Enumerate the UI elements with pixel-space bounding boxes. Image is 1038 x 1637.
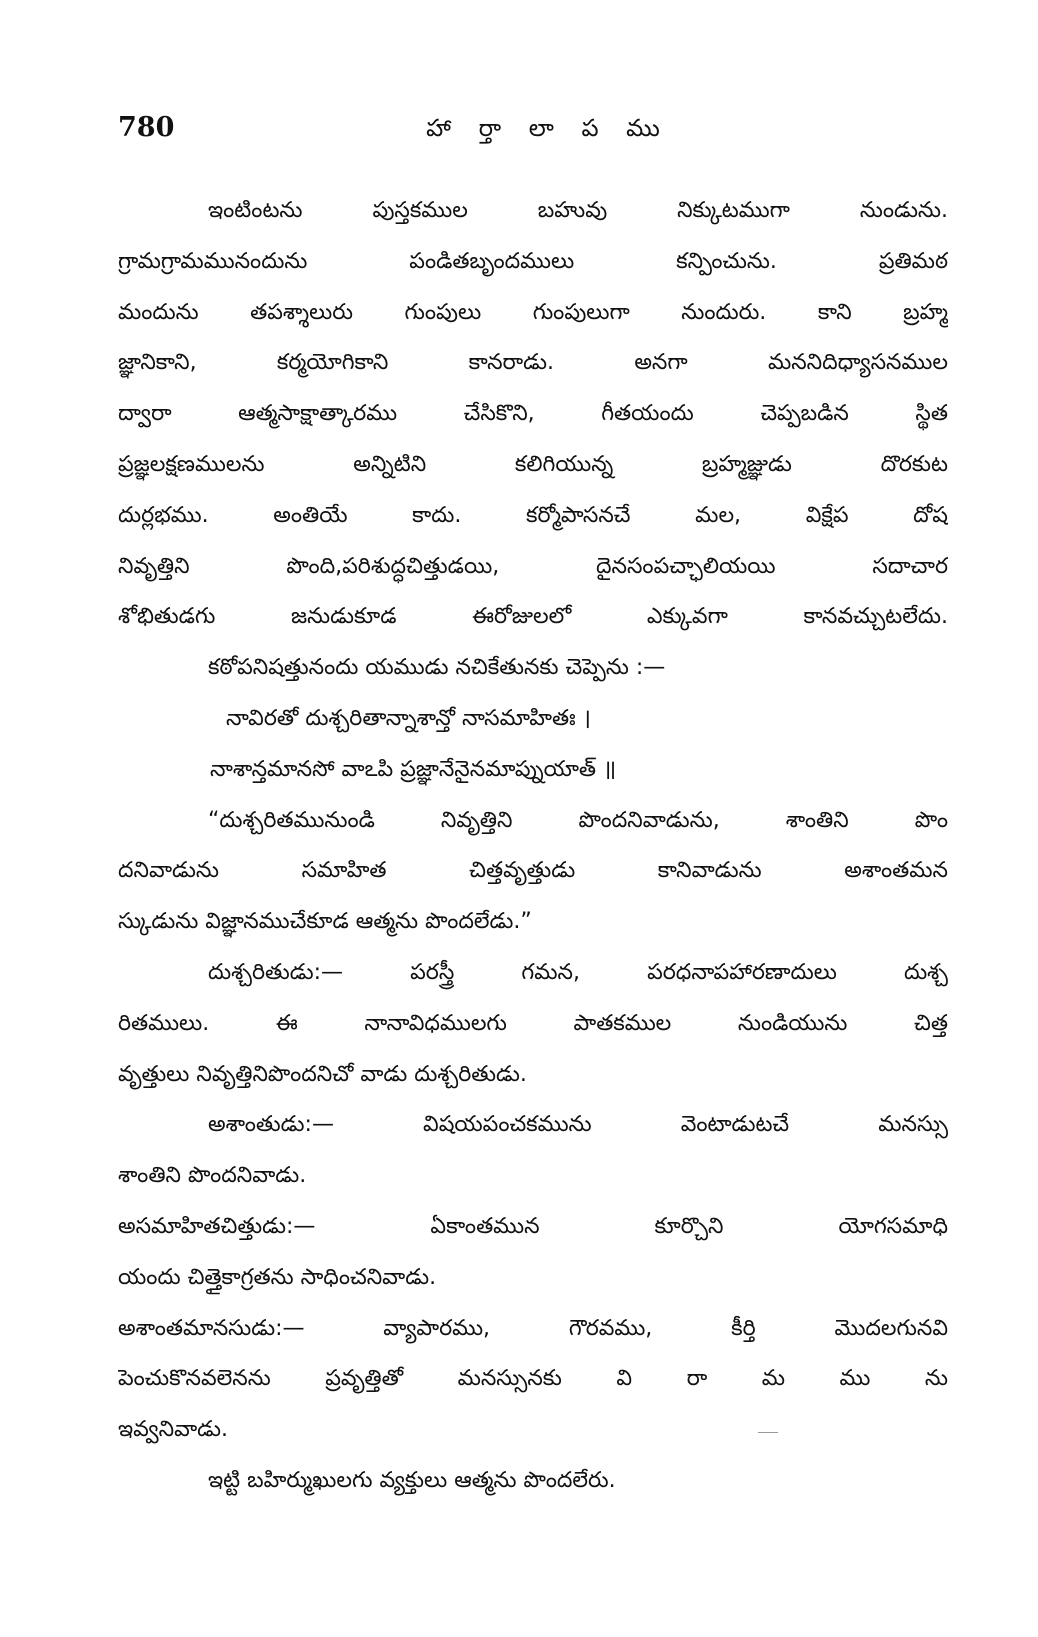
text-line: జ్ఞానికాని, కర్మయోగికాని కానరాడు. అనగా మననిదిధ్యాసనముల [118, 350, 948, 376]
running-title: హా ర్తా లా ప ము [426, 114, 670, 142]
text-line: ఇంటింటను పుస్తకముల బహువు నిక్కుటముగా నుండును. [208, 198, 948, 223]
text-line: యందు చిత్తైకాగ్రతను సాధించనివాడు. [118, 1264, 437, 1290]
body-text [118, 186, 948, 1507]
text-line: అశాంతుడు:— విషయపంచకమును వెంటాడుటచే మనస్సు [208, 1112, 948, 1138]
text-line: “దుశ్చరితమునుండి నివృత్తిని పొందనివాడును, శాంతిని పొం [208, 807, 948, 833]
text-line: గ్రామగ్రామమునందును పండితబృందములు కన్పించును. ప్రతిమఠ [118, 248, 948, 274]
text-line: శోభితుడగు జనుడుకూడ ఈరోజులలో ఎక్కువగా కానవచ్చుటలేదు. [118, 604, 948, 630]
text-line: ద్వారా ఆత్మసాక్షాత్కారము చేసికొని, గీతయందు చెప్పబడిన స్థిత [118, 401, 948, 427]
text-line: దుశ్చరితుడు:— పరస్త్రీ గమన, పరధనాపహారణాదులు దుశ్చ [208, 959, 948, 985]
text-line: అశాంతమానసుడు:— వ్యాపారము, గౌరవము, కీర్తి మొదలగునవి [118, 1315, 948, 1341]
text-line: ఇట్టి బహిర్ముఖులగు వ్యక్తులు ఆత్మను పొందలేరు. [208, 1467, 616, 1493]
text-line: కఠోపనిషత్తునందు యముడు నచికేతునకు చెప్పెను :— [208, 655, 666, 681]
text-line: ఇవ్వనివాడు. [118, 1417, 229, 1443]
text-line: పెంచుకొనవలెనను ప్రవృత్తితో మనస్సునకు వి రా మ ము ను [118, 1366, 948, 1392]
text-line: దుర్లభము. అంతియే కాదు. కర్మోపాసనచే మల, విక్షేప దోష [118, 502, 948, 528]
text-line: శాంతిని పొందనివాడు. [118, 1163, 307, 1189]
text-line: దనివాడును సమాహిత చిత్తవృత్తుడు కానివాడును అశాంతమన [118, 858, 948, 884]
verse-line: నాశాన్తమానసో వాఽపి ప్రజ్ఞానేనైనమాప్నుయాత్ ॥ [210, 756, 617, 782]
text-line: వృత్తులు నివృత్తినిపొందనిచో వాడు దుశ్చరితుడు. [118, 1061, 527, 1087]
page-header [118, 112, 938, 152]
verse-line: నావిరతో దుశ్చరితాన్నాశాన్తో నాసమాహితః । [226, 705, 591, 731]
text-line: స్కుడును విజ్ఞానముచేకూడ ఆత్మను పొందలేడు.” [118, 909, 532, 935]
text-line: మందును తపశ్శాలురు గుంపులు గుంపులుగా నుందురు. కాని బ్రహ్మ [118, 299, 948, 325]
text-line: నివృత్తిని పొంది,పరిశుద్ధచిత్తుడయి, దైనసంపచ్ఛాలియయి సదాచార [118, 553, 948, 579]
page-number: 780 [118, 112, 175, 143]
text-line: ప్రజ్ఞలక్షణములను అన్నిటిని కలిగియున్న బ్రహ్మజ్ఞుడు దొరకుట [118, 451, 948, 477]
text-line: అసమాహితచిత్తుడు:— ఏకాంతమున కూర్చొని యోగసమాధి [118, 1213, 948, 1239]
page-end-mark [758, 1432, 778, 1433]
text-line: రితములు. ఈ నానావిధములగు పాతకముల నుండియును చిత్త [118, 1010, 948, 1036]
